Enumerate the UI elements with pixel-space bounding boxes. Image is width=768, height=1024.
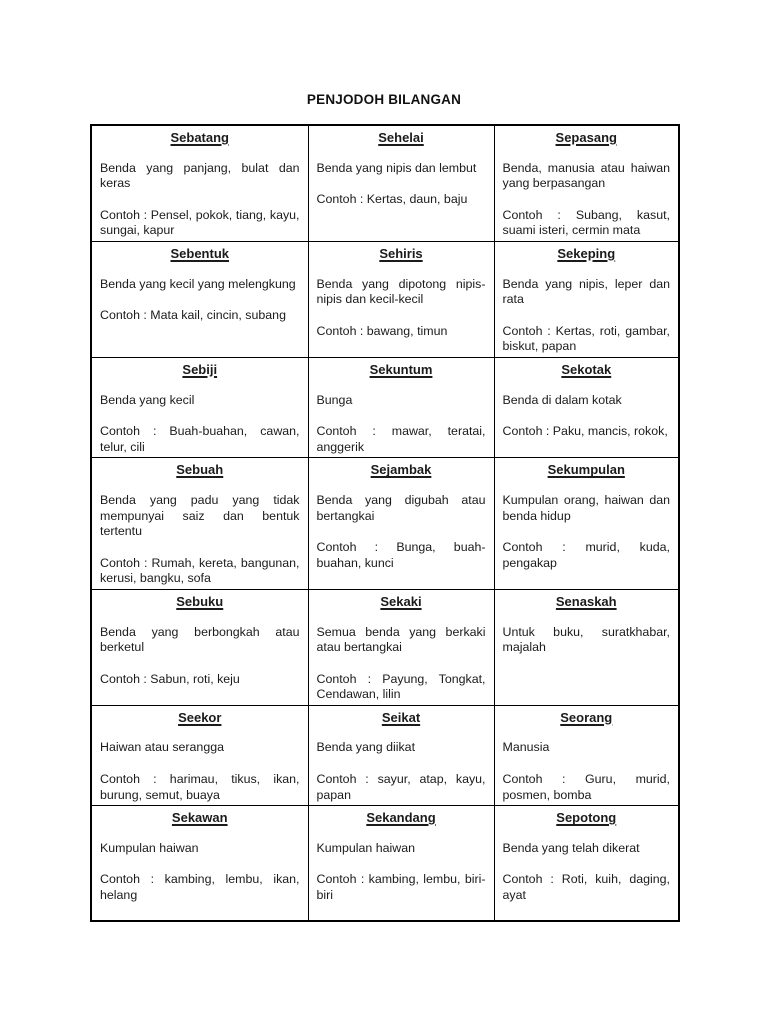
table-cell [308,589,494,705]
classifier-example: Contoh : Rumah, kereta, bangunan, kerusi, bangku, sofa [100,555,300,586]
classifier-name: Seorang [560,709,613,725]
classifier-example: Contoh : Paku, mancis, rokok, [502,424,668,439]
classifier-description: Manusia [502,740,550,755]
table-cell [494,357,679,457]
classifier-example: Contoh : Payung, Tongkat, Cendawan, lilin [316,671,486,702]
classifier-example: Contoh : Sabun, roti, keju [100,671,240,686]
table-cell [494,589,679,705]
table-row [91,458,679,590]
classifier-description: Benda yang berbongkah atau berketul [100,624,300,655]
classifier-name: Sehiris [379,245,423,261]
classifier-example: Contoh : bawang, timun [316,323,448,338]
classifier-example: Contoh : sayur, atap, kayu, papan [316,772,486,802]
table-cell [494,458,679,590]
classifier-example: Contoh : Kertas, roti, gambar, biskut, papan [502,323,670,354]
classifier-description: Haiwan atau serangga [100,740,224,755]
table-cell [91,806,308,921]
classifier-example: Contoh : harimau, tikus, ikan, burung, semut, buaya [100,772,300,802]
classifier-name: Sejambak [370,462,432,478]
table-row [91,125,679,241]
classifier-name: Sebuah [176,462,224,478]
classifier-example: Contoh : Roti, kuih, daging, ayat [502,872,670,903]
classifier-name: Sekuntum [369,361,433,377]
classifier-name: Sekumpulan [547,462,625,478]
classifier-name: Sebiji [182,361,218,377]
classifier-name: Sebentuk [170,245,229,261]
table-cell [494,705,679,805]
classifier-name: Senaskah [555,593,617,609]
classifier-name: Sehelai [378,130,424,145]
table-row [91,589,679,705]
classifier-name: Sebatang [170,130,229,145]
classifier-description: Benda yang diikat [316,740,416,755]
classifier-example: Contoh : Buah-buahan, cawan, telur, cili [100,424,300,454]
table-cell [308,458,494,590]
classifier-description: Semua benda yang berkaki atau bertangkai [316,624,486,655]
classifier-description: Benda yang digubah atau bertangkai [316,492,486,523]
classifier-description: Bunga [316,392,353,407]
table-cell [91,241,308,357]
classifier-name: Sekaki [380,593,422,609]
table-cell [494,806,679,921]
classifier-description: Benda yang dipotong nipis-nipis dan kecil-kecil [316,276,486,307]
classifier-example: Contoh : Subang, kasut, suami isteri, cermin mata [502,207,670,238]
classifier-example: Contoh : kambing, lembu, biri-biri [316,872,486,903]
classifier-name: Sekotak [561,361,612,377]
table-row [91,357,679,457]
table-cell [308,357,494,457]
classifier-example: Contoh : Pensel, pokok, tiang, kayu, sungai, kapur [100,207,300,238]
table-row [91,705,679,805]
classifier-name: Sepasang [555,130,617,145]
table-cell [91,705,308,805]
classifier-description: Benda yang kecil [100,392,195,407]
table-row [91,241,679,357]
table-cell [308,125,494,241]
table-cell [494,241,679,357]
classifier-example: Contoh : kambing, lembu, ikan, helang [100,872,300,903]
classifier-name: Seikat [381,709,421,725]
classifier-name: Sepotong [556,810,617,826]
table-cell [308,806,494,921]
classifier-name: Seekor [178,709,222,725]
classifier-description: Benda, manusia atau haiwan yang berpasangan [502,160,670,191]
table-cell [308,705,494,805]
classifier-description: Benda yang nipis, leper dan rata [502,276,670,307]
table-row [91,806,679,921]
classifier-description: Kumpulan haiwan [316,840,416,855]
table-cell [308,241,494,357]
classifier-description: Kumpulan orang, haiwan dan benda hidup [502,492,670,523]
classifier-description: Kumpulan haiwan [100,840,199,855]
classifier-example: Contoh : Kertas, daun, baju [316,192,468,207]
classifier-description: Benda di dalam kotak [502,392,622,407]
classifier-example: Contoh : Bunga, buah-buahan, kunci [316,540,486,570]
table-cell [494,125,679,241]
classifier-example: Contoh : mawar, teratai, anggerik [316,424,486,454]
classifier-description: Benda yang nipis dan lembut [316,160,477,175]
classifier-table [90,124,680,922]
table-cell [91,357,308,457]
table-cell [91,458,308,590]
page-title: PENJODOH BILANGAN [306,92,462,107]
classifier-name: Sebuku [176,593,224,609]
classifier-example: Contoh : murid, kuda, pengakap [502,540,670,570]
classifier-description: Benda yang panjang, bulat dan keras [100,160,300,191]
classifier-description: Untuk buku, suratkhabar, majalah [502,624,670,655]
classifier-example: Contoh : Mata kail, cincin, subang [100,308,286,323]
table-cell [91,589,308,705]
classifier-example: Contoh : Guru, murid, posmen, bomba [502,772,670,802]
classifier-name: Sekeping [557,245,616,261]
classifier-description: Benda yang kecil yang melengkung [100,276,296,291]
classifier-name: Sekandang [366,810,436,826]
classifier-description: Benda yang telah dikerat [502,840,640,855]
classifier-description: Benda yang padu yang tidak mempunyai saiz dan bentuk tertentu [100,492,300,539]
classifier-name: Sekawan [171,810,228,826]
table-cell [91,125,308,241]
